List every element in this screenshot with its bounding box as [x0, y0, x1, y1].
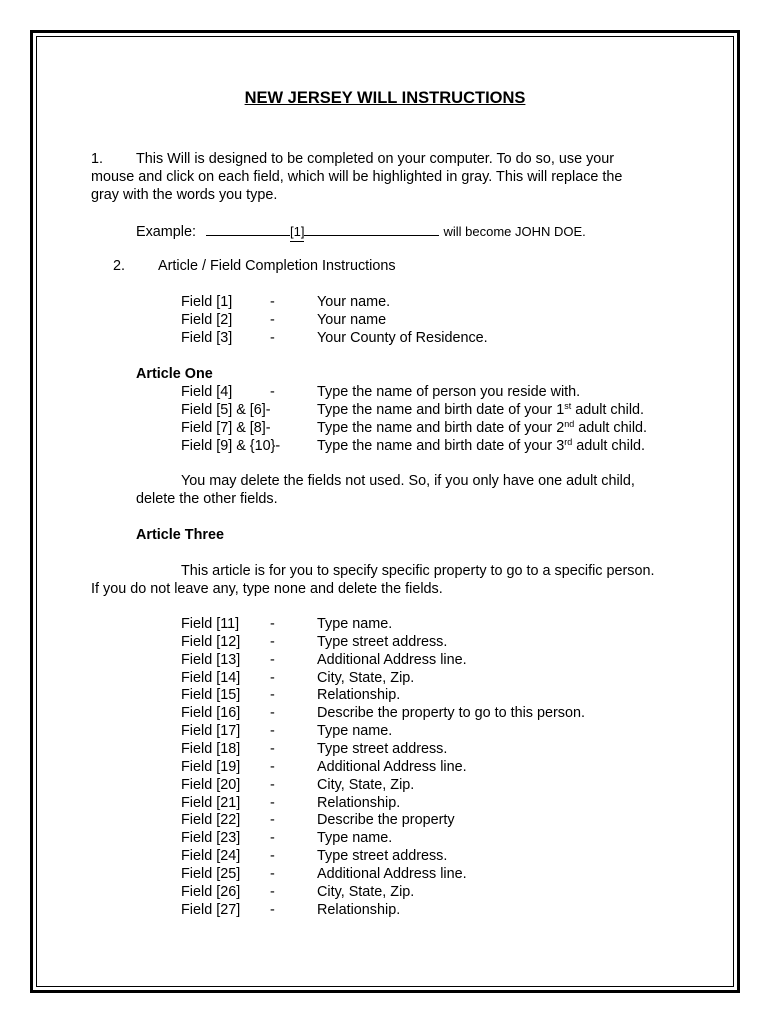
field-dash: -: [270, 294, 275, 310]
field-description: Relationship.: [317, 687, 401, 704]
document-title: NEW JERSEY WILL INSTRUCTIONS: [244, 89, 526, 107]
field-description: Type the name and birth date of your 3rd adult child.: [317, 437, 646, 454]
item-2-number: 2.: [113, 258, 126, 274]
item-1-line-3: gray with the words you type.: [91, 187, 278, 203]
example-line: [136, 222, 586, 242]
field-description: City, State, Zip.: [317, 776, 415, 793]
article-one-heading: Article One: [136, 366, 213, 382]
article-one-note-line-1: You may delete the fields not used. So, if you only have one adult child,: [181, 473, 635, 489]
article-one-note-line-2: delete the other fields.: [136, 491, 278, 507]
field-label: Field [18]: [181, 740, 241, 757]
field-description: Additional Address line.: [317, 651, 467, 668]
field-label: Field [1]: [181, 294, 233, 310]
field-dash: -: [270, 812, 275, 829]
field-label: Field [25]: [181, 865, 241, 882]
example-label: Example:: [136, 224, 196, 240]
field-description: Additional Address line.: [317, 758, 467, 775]
field-description: Describe the property to go to this person.: [317, 705, 585, 722]
field-label: Field [17]: [181, 723, 241, 740]
field-label: Field [3]: [181, 330, 233, 346]
field-description: Type the name and birth date of your 1st adult child.: [317, 401, 645, 418]
field-dash: -: [270, 865, 275, 882]
field-label: Field [23]: [181, 830, 241, 847]
field-dash: -: [270, 740, 275, 757]
example-blank-left: [206, 222, 290, 236]
field-label: Field [15]: [181, 687, 241, 704]
field-dash: -: [270, 687, 275, 704]
field-description: Type name.: [317, 723, 393, 740]
field-label: Field [11]: [181, 616, 240, 632]
field-label: Field [9] & {10}-: [181, 438, 281, 454]
example-field-marker: [1]: [290, 223, 304, 242]
field-description: Type street address.: [317, 740, 448, 757]
item-1-number: 1.: [91, 151, 104, 167]
field-dash: -: [270, 669, 275, 686]
field-label: Field [14]: [181, 669, 241, 686]
article-three-heading: Article Three: [136, 527, 224, 543]
field-dash: -: [270, 848, 275, 865]
field-description: Relationship.: [317, 794, 401, 811]
field-label: Field [7] & [8]-: [181, 420, 271, 436]
field-description: Type the name and birth date of your 2nd adult child.: [317, 419, 648, 436]
item-1-line-1: This Will is designed to be completed on your computer. To do so, use your: [136, 151, 615, 167]
field-label: Field [13]: [181, 651, 241, 668]
field-description: Additional Address line.: [317, 865, 467, 882]
field-label: Field [12]: [181, 633, 241, 650]
field-description: Relationship.: [317, 901, 401, 918]
field-dash: -: [270, 705, 275, 722]
field-dash: -: [270, 384, 275, 400]
field-description: Type the name of person you reside with.: [317, 384, 581, 400]
field-dash: -: [270, 330, 275, 346]
field-description: City, State, Zip.: [317, 883, 415, 900]
article-three-para-line-2: If you do not leave any, type none and delete the fields.: [91, 581, 443, 597]
field-dash: -: [270, 616, 275, 632]
field-label: Field [2]: [181, 312, 233, 328]
field-dash: -: [270, 794, 275, 811]
field-dash: -: [270, 758, 275, 775]
field-label: Field [26]: [181, 883, 241, 900]
article-three-para-line-1: This article is for you to specify specific property to go to a specific person.: [181, 563, 655, 579]
field-description: Your name.: [317, 294, 391, 310]
field-dash: -: [270, 883, 275, 900]
field-description: Type name.: [317, 830, 393, 847]
field-label: Field [21]: [181, 794, 241, 811]
field-description: Your County of Residence.: [317, 330, 488, 346]
field-dash: -: [270, 651, 275, 668]
field-label: Field [22]: [181, 812, 241, 829]
field-dash: -: [270, 901, 275, 918]
field-label: Field [24]: [181, 848, 241, 865]
field-label: Field [4]: [181, 384, 233, 400]
field-description: Your name: [317, 312, 387, 328]
field-dash: -: [270, 776, 275, 793]
item-2-title: Article / Field Completion Instructions: [158, 258, 396, 274]
field-description: Type street address.: [317, 848, 448, 865]
example-result: will become JOHN DOE.: [443, 224, 586, 239]
field-description: City, State, Zip.: [317, 669, 415, 686]
field-dash: -: [270, 633, 275, 650]
field-label: Field [5] & [6]-: [181, 402, 271, 418]
field-dash: -: [270, 830, 275, 847]
example-blank-right: [304, 222, 439, 236]
field-label: Field [20]: [181, 776, 241, 793]
field-dash: -: [270, 312, 275, 328]
field-label: Field [27]: [181, 901, 241, 918]
field-description: Describe the property: [317, 812, 455, 829]
field-dash: -: [270, 723, 275, 740]
field-description: Type street address.: [317, 633, 448, 650]
field-label: Field [19]: [181, 758, 241, 775]
field-description: Type name.: [317, 616, 393, 632]
item-1-line-2: mouse and click on each field, which will be highlighted in gray. This will replace the: [91, 169, 623, 185]
field-label: Field [16]: [181, 705, 241, 722]
